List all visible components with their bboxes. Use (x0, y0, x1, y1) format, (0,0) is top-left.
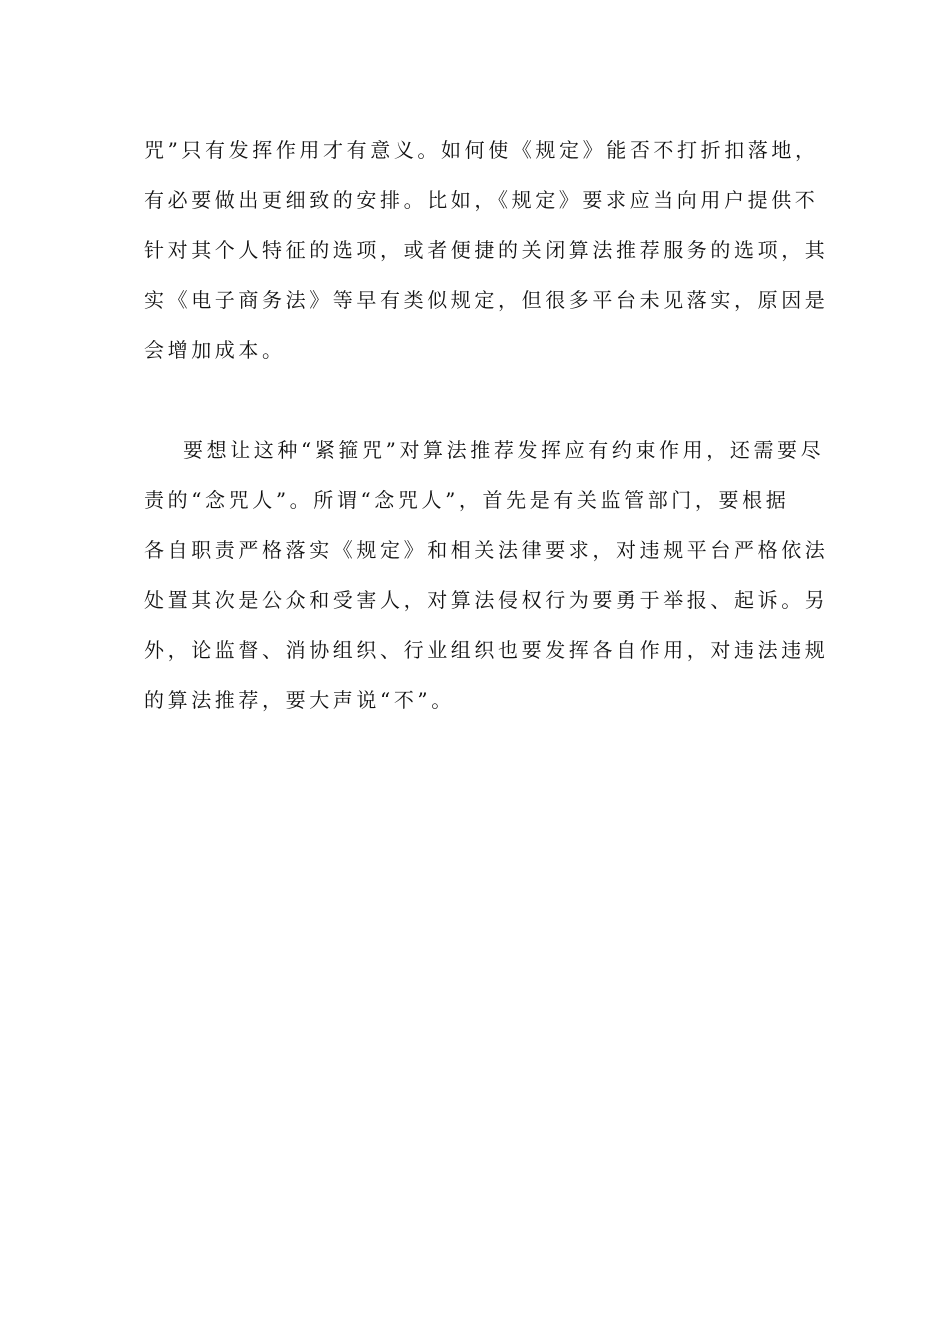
text-line: 实《电子商务法》等早有类似规定，但很多平台未见落实，原因是 (144, 288, 829, 312)
text-line: 的算法推荐，要大声说“不”。 (144, 688, 455, 712)
text-line: 咒”只有发挥作用才有意义。如何使《规定》能否不打折扣落地， (144, 138, 819, 162)
text-line: 处置其次是公众和受害人，对算法侵权行为要勇于举报、起诉。另 (144, 588, 829, 612)
text-line: 要想让这种“紧箍咒”对算法推荐发挥应有约束作用，还需要尽 (183, 438, 825, 462)
text-line: 各自职责严格落实《规定》和相关法律要求，对违规平台严格依法 (144, 538, 829, 562)
text-line: 会增加成本。 (144, 338, 286, 362)
text-line: 针对其个人特征的选项，或者便捷的关闭算法推荐服务的选项，其 (144, 238, 829, 262)
text-line: 外，论监督、消协组织、行业组织也要发挥各自作用，对违法违规 (144, 638, 829, 662)
text-line: 责的“念咒人”。所谓“念咒人”，首先是有关监管部门，要根据 (144, 488, 790, 512)
text-line: 有必要做出更细致的安排。比如，《规定》要求应当向用户提供不 (144, 188, 819, 212)
